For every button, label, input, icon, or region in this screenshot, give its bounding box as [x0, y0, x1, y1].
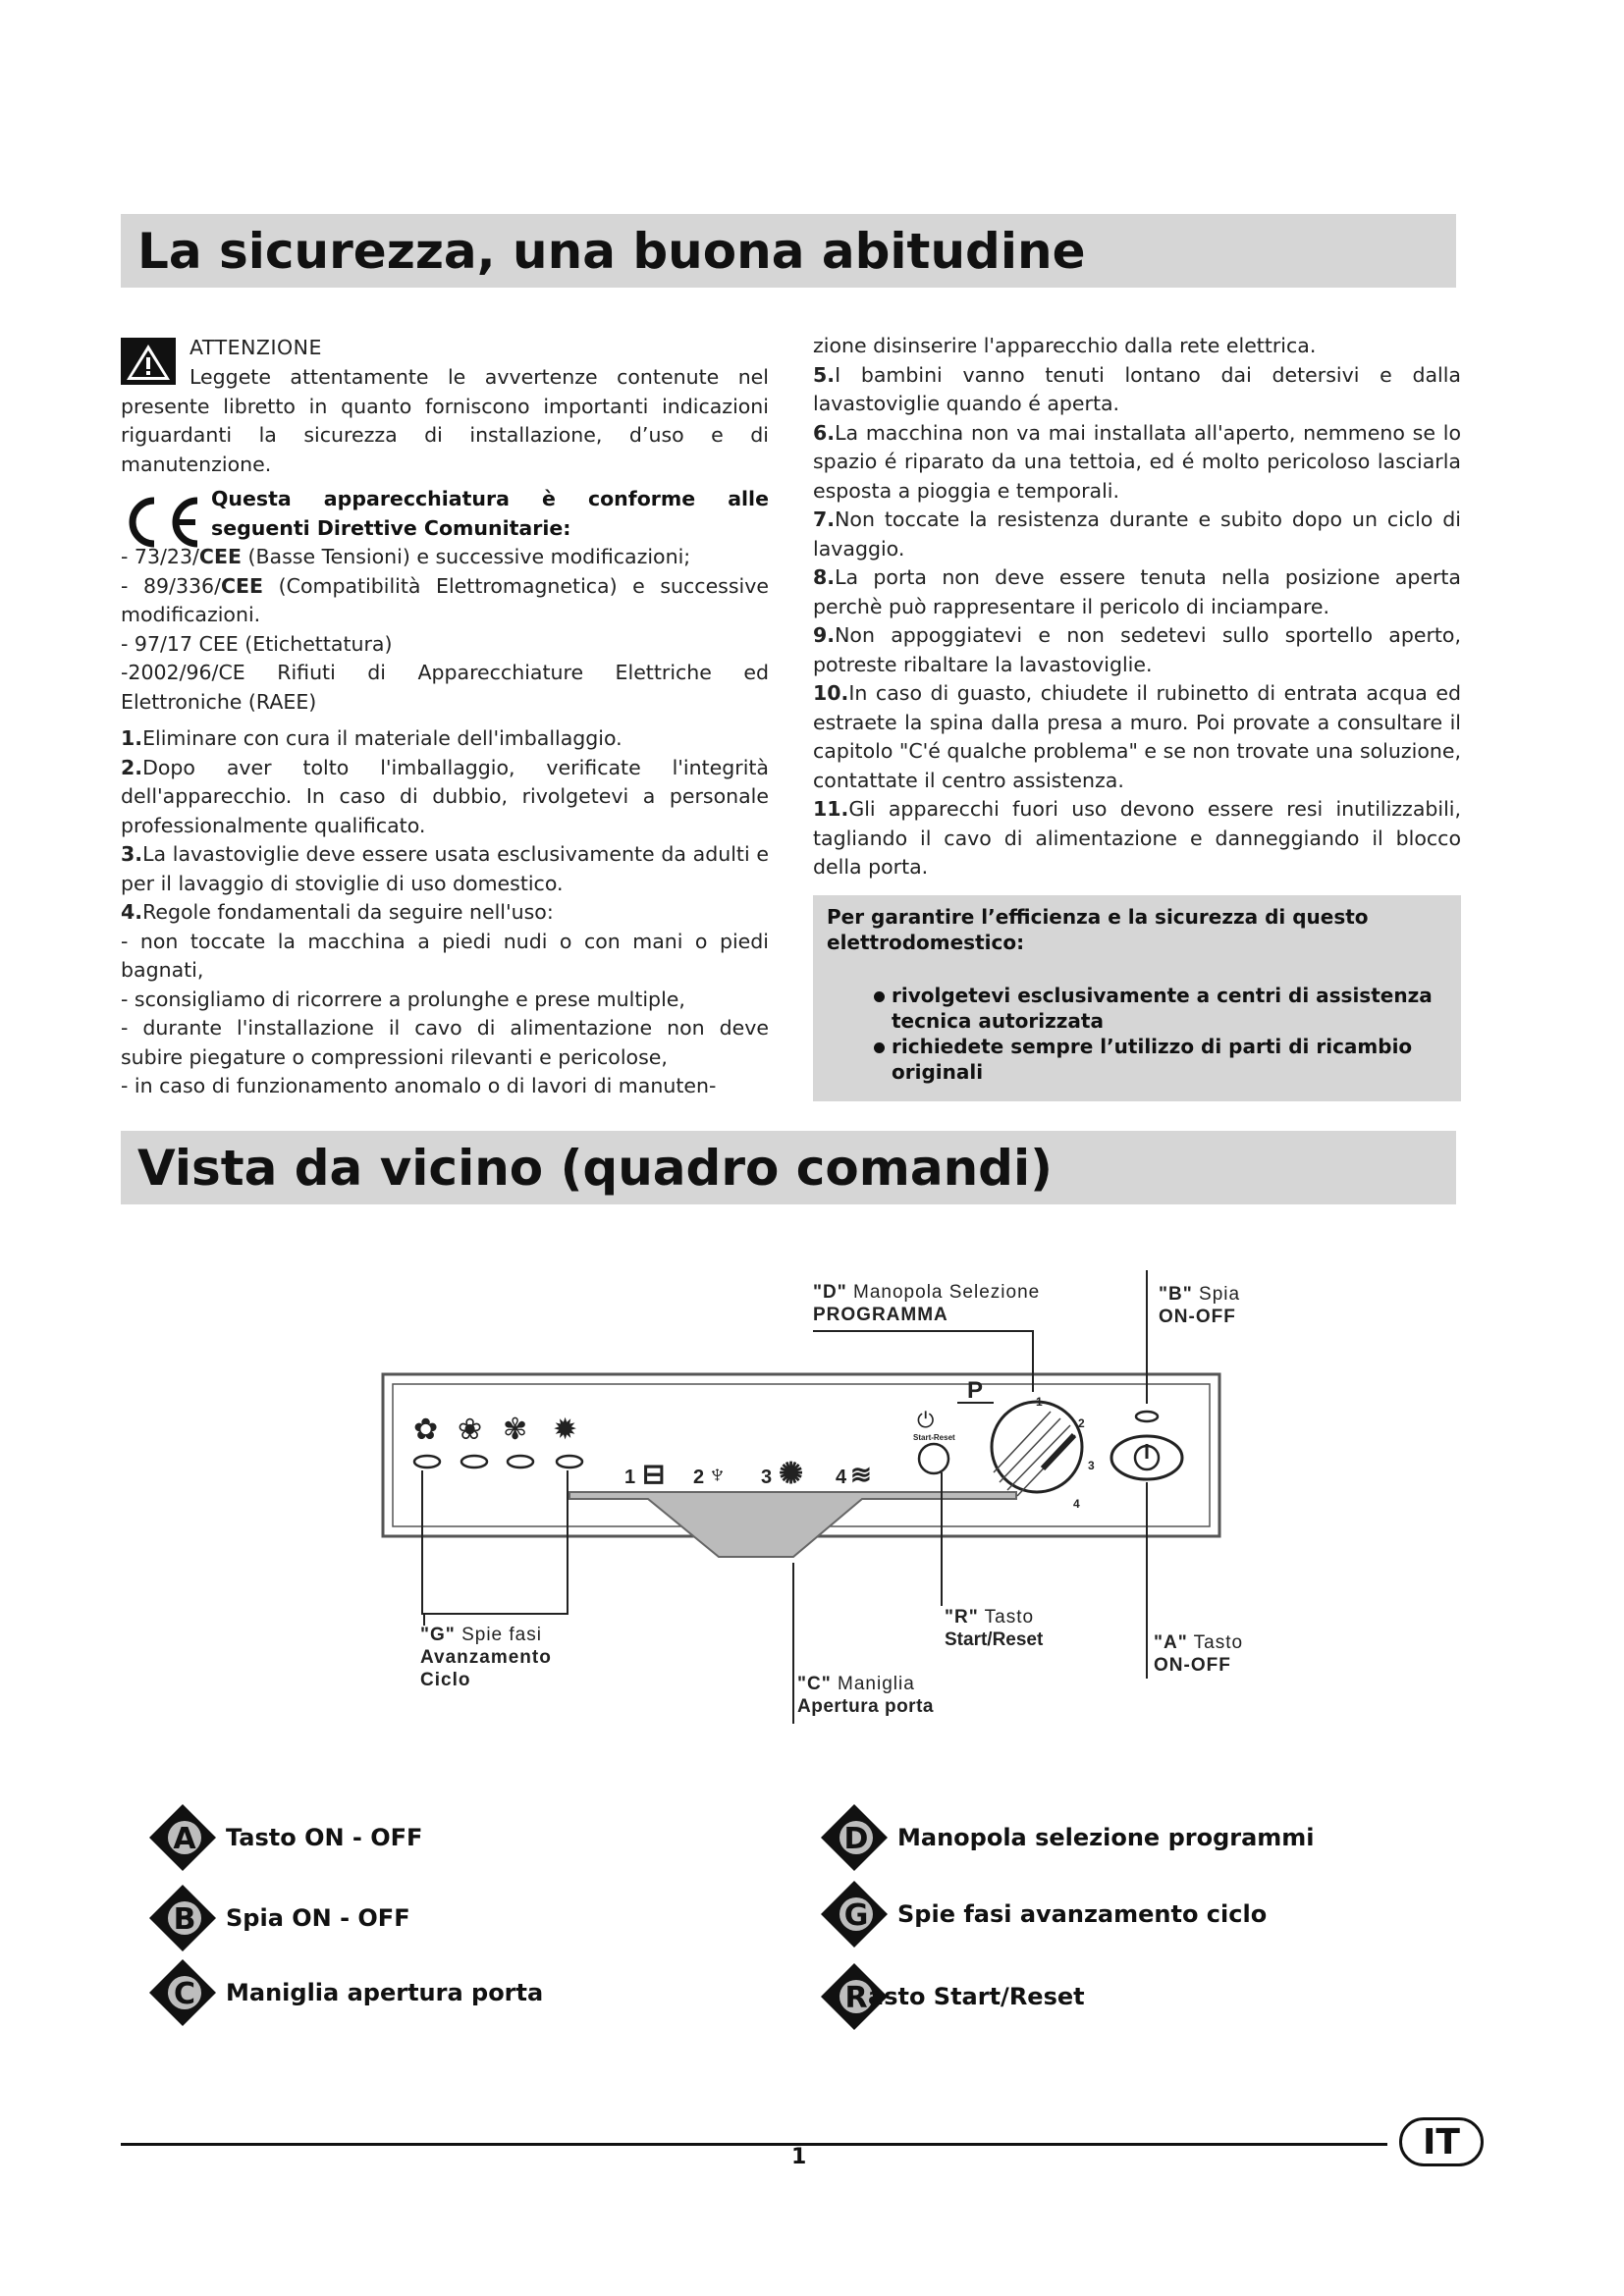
language-badge: IT: [1399, 2117, 1484, 2166]
warning-title: ATTENZIONE: [189, 336, 322, 359]
on-off-button: [1111, 1436, 1182, 1479]
safety-item-5: 5.I bambini vanno tenuti lontano dai detersivi e dalla lavastoviglie quando é aperta.: [813, 362, 1461, 415]
phase-num-4: 4: [836, 1467, 847, 1488]
svg-text:B: B: [173, 1902, 196, 1937]
svg-text:⏻: ⏻: [917, 1409, 935, 1433]
safety-item-4-cont: zione disinserire l'apparecchio dalla rete elettrica.: [813, 334, 1317, 357]
phase-icons: [413, 1413, 577, 1447]
panel-p-label: P: [967, 1377, 984, 1404]
directive-1: - 73/23/CEE (Basse Tensioni) e successive modificazioni;: [121, 545, 691, 568]
phase-num-1: 1: [624, 1467, 636, 1488]
safety-item-4b: - sconsigliamo di ricorrere a prolunghe e prese multiple,: [121, 987, 685, 1011]
right-column: [813, 332, 1461, 882]
phase-leds: [414, 1456, 582, 1468]
notice-box: [813, 895, 1461, 1101]
safety-item-7: 7.Non toccate la resistenza durante e subito dopo un ciclo di lavaggio.: [813, 507, 1461, 561]
safety-item-11: 11.Gli apparecchi fuori uso devono essere resi inutilizzabili, tagliando il cavo di alimentazione e danneggiando il blocco della porta.: [813, 797, 1461, 879]
svg-text:D: D: [843, 1822, 869, 1856]
section-title-bar-safety: [121, 214, 1456, 288]
directive-4: -2002/96/CE Rifiuti di Apparecchiature Elettriche ed Elettroniche (RAEE): [121, 661, 769, 714]
safety-item-10: 10.In caso di guasto, chiudete il rubinetto di entrata acqua ed estraete la spina dalla presa a muro. Poi provate a consultare il capitolo "C'é qualche problema" e se non trovate una soluzione, contattate il centro assistenza.: [813, 681, 1461, 792]
legend-badge-b: [147, 1883, 218, 1953]
dial-num-3: 3: [1088, 1459, 1095, 1472]
legend-item-a: [147, 1802, 422, 1873]
section-title-bar-panel: [121, 1131, 1456, 1204]
label-a-tasto: "A" Tasto ON-OFF: [1154, 1632, 1244, 1676]
legend-item-b: [147, 1883, 410, 1953]
label-d-programma: "D" Manopola Selezione PROGRAMMA: [813, 1282, 1041, 1325]
legend-badge-c: [147, 1957, 218, 2028]
notice-bullet-2: richiedete sempre l’utilizzo di parti di ricambio originali: [874, 1034, 1447, 1085]
ce-heading: Questa apparecchiatura è conforme alle seguenti Direttive Comunitarie:: [211, 487, 769, 540]
svg-text:✺: ✺: [779, 1458, 804, 1490]
on-off-lamp: [1136, 1412, 1158, 1421]
start-reset-label: Start-Reset: [913, 1433, 955, 1442]
door-handle: [569, 1492, 1016, 1557]
safety-item-1: 1.Eliminare con cura il materiale dell'imballaggio.: [121, 726, 623, 750]
svg-text:⊟: ⊟: [642, 1459, 666, 1489]
panel-body: [383, 1374, 1219, 1536]
legend-label-c: Maniglia apertura porta: [226, 1979, 544, 2006]
legend-label-a: Tasto ON - OFF: [226, 1824, 423, 1851]
svg-text:❀: ❀: [458, 1413, 483, 1447]
svg-text:A: A: [173, 1822, 196, 1856]
svg-text:✿: ✿: [413, 1413, 439, 1447]
warning-block: [121, 334, 769, 391]
program-dial: [992, 1395, 1095, 1511]
section-title-panel: Vista da vicino (quadro comandi): [137, 1139, 1053, 1197]
svg-text:✹: ✹: [553, 1413, 578, 1447]
section-title-safety: La sicurezza, una buona abitudine: [137, 222, 1086, 280]
directive-3: - 97/17 CEE (Etichettatura): [121, 631, 393, 656]
phase-num-3: 3: [761, 1467, 773, 1488]
legend-badge-d: [819, 1802, 890, 1873]
ce-mark-icon: [121, 493, 203, 552]
safety-item-6: 6.La macchina non va mai installata all'aperto, nemmeno se lo spazio é riparato da una tettoia, ed é molto pericoloso lasciarla esposta a pioggia e temporali.: [813, 420, 1461, 503]
svg-text:♆: ♆: [707, 1459, 728, 1489]
phase-num-2: 2: [693, 1467, 705, 1488]
svg-text:✾: ✾: [503, 1413, 528, 1447]
label-g-spie: "G" Spie fasi Avanzamento Ciclo: [420, 1625, 552, 1690]
dial-num-4: 4: [1073, 1497, 1080, 1511]
dial-num-1: 1: [1036, 1395, 1043, 1409]
warning-text: Leggete attentamente le avvertenze contenute nel presente libretto in quanto forniscono importanti indicazioni riguardanti la sicurezza di installazione, d’uso e di manutenzione.: [121, 365, 769, 476]
safety-item-4: 4.Regole fondamentali da seguire nell'uso:: [121, 900, 554, 924]
safety-item-4c: - durante l'installazione il cavo di alimentazione non deve subire piegature o compressioni rilevanti e pericolose,: [121, 1016, 769, 1069]
safety-item-4a: - non toccate la macchina a piedi nudi o con mani o piedi bagnati,: [121, 929, 769, 982]
safety-item-2: 2.Dopo aver tolto l'imballaggio, verificate l'integrità dell'apparecchio. In caso di dubbio, rivolgetevi a personale professionalmente qualificato.: [121, 755, 769, 837]
legend-item-r: [819, 1961, 1085, 2032]
ce-block: [121, 485, 769, 543]
start-reset-button: [913, 1409, 955, 1473]
safety-item-8: 8.La porta non deve essere tenuta nella posizione aperta perchè può rappresentare il pericolo di inciampare.: [813, 565, 1461, 618]
warning-icon: [121, 338, 176, 385]
svg-text:R: R: [844, 1981, 868, 2015]
label-r-tasto: "R" Tasto Start/Reset: [945, 1607, 1044, 1650]
svg-text:C: C: [173, 1977, 196, 2011]
legend-badge-a: [147, 1802, 218, 1873]
label-c-maniglia: "C" Maniglia Apertura porta: [797, 1674, 934, 1717]
safety-item-9: 9.Non appoggiatevi e non sedetevi sullo sportello aperto, potreste ribaltare la lavastoviglie.: [813, 623, 1461, 676]
legend-badge-g: [819, 1879, 890, 1949]
safety-item-3: 3.La lavastoviglie deve essere usata esclusivamente da adulti e per il lavaggio di stoviglie di uso domestico.: [121, 842, 769, 895]
legend-item-d: [819, 1802, 1315, 1873]
legend-label-b: Spia ON - OFF: [226, 1904, 410, 1932]
footer-rule: [121, 2143, 1387, 2146]
notice-intro: Per garantire l’efficienza e la sicurezza di questo elettrodomestico:: [827, 905, 1369, 954]
legend-item-g: [819, 1879, 1267, 1949]
left-column: [121, 334, 769, 1101]
legend-item-c: [147, 1957, 543, 2028]
legend-label-d: Manopola selezione programmi: [897, 1824, 1315, 1851]
legend-label-g: Spie fasi avanzamento ciclo: [897, 1900, 1268, 1928]
label-b-spia: "B" Spia ON-OFF: [1159, 1284, 1241, 1327]
svg-text:≋: ≋: [850, 1460, 872, 1489]
notice-list: [827, 983, 1447, 1085]
page-number: 1: [791, 2145, 807, 2169]
svg-text:G: G: [843, 1898, 869, 1933]
dial-num-2: 2: [1078, 1416, 1085, 1430]
notice-bullet-1: rivolgetevi esclusivamente a centri di assistenza tecnica autorizzata: [874, 983, 1447, 1034]
program-markers: [624, 1458, 872, 1490]
safety-item-4d: - in caso di funzionamento anomalo o di lavori di manuten-: [121, 1074, 717, 1097]
legend-label-r: asto Start/Reset: [868, 1983, 1085, 2010]
directive-2: - 89/336/CEE (Compatibilità Elettromagnetica) e successive modificazioni.: [121, 573, 769, 626]
